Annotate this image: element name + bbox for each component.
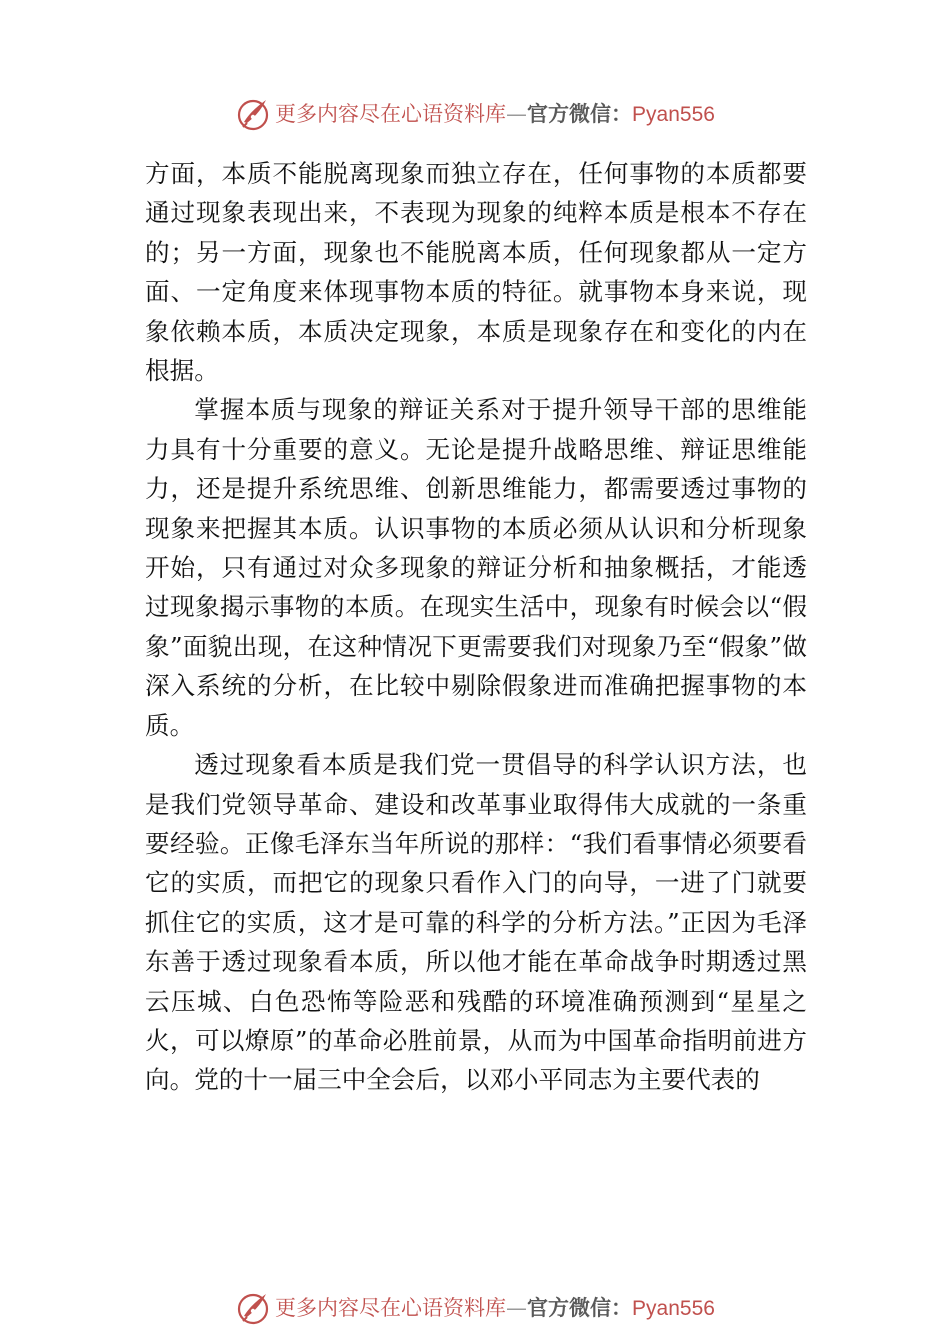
footer-banner xyxy=(0,1288,950,1328)
header-brand: 更多内容尽在心语资料库 xyxy=(275,102,507,126)
footer-brand: 更多内容尽在心语资料库 xyxy=(275,1296,507,1320)
header-banner-text xyxy=(275,103,715,125)
footer-banner-text xyxy=(275,1297,715,1319)
quill-logo-icon xyxy=(235,1290,271,1326)
header-dash: — xyxy=(506,102,528,126)
paragraph-3: 透过现象看本质是我们党一贯倡导的科学认识方法，也是我们党领导革命、建设和改革事业取得伟大成就的一条重要经验。正像毛泽东当年所说的那样：“我们看事情必须要看它的实质，而把它的现象只看作入门的向导，一进了门就要抓住它的实质，这才是可靠的科学的分析方法。”正因为毛泽东善于透过现象看本质，所以他才能在革命战争时期透过黑云压城、白色恐怖等险恶和残酷的环境准确预测到“星星之火，可以燎原”的革命必胜前景，从而为中国革命指明前进方向。党的十一届三中全会后，以邓小平同志为主要代表的 xyxy=(145,750,807,1095)
header-account: Pyan556 xyxy=(632,103,715,126)
paragraph-2: 掌握本质与现象的辩证关系对于提升领导干部的思维能力具有十分重要的意义。无论是提升战略思维、辩证思维能力，还是提升系统思维、创新思维能力，都需要透过事物的现象来把握其本质。认识事物的本质必须从认识和分析现象开始，只有通过对众多现象的辩证分析和抽象概括，才能透过现象揭示事物的本质。在现实生活中，现象有时候会以“假象”面貌出现，在这种情况下更需要我们对现象乃至“假象”做深入系统的分析，在比较中剔除假象进而准确把握事物的本质。 xyxy=(145,395,807,740)
quill-logo-icon xyxy=(235,96,271,132)
footer-dash: — xyxy=(506,1296,528,1320)
header-banner xyxy=(0,94,950,134)
footer-account: Pyan556 xyxy=(632,1297,715,1320)
footer-official-label: 官方微信： xyxy=(527,1295,633,1320)
paragraph-1: 方面，本质不能脱离现象而独立存在，任何事物的本质都要通过现象表现出来，不表现为现象的纯粹本质是根本不存在的；另一方面，现象也不能脱离本质，任何现象都从一定方面、一定角度来体现事物本质的特征。就事物本身来说，现象依赖本质，本质决定现象，本质是现象存在和变化的内在根据。 xyxy=(145,159,807,386)
header-official-label: 官方微信： xyxy=(527,101,633,126)
document-body xyxy=(145,154,807,1100)
